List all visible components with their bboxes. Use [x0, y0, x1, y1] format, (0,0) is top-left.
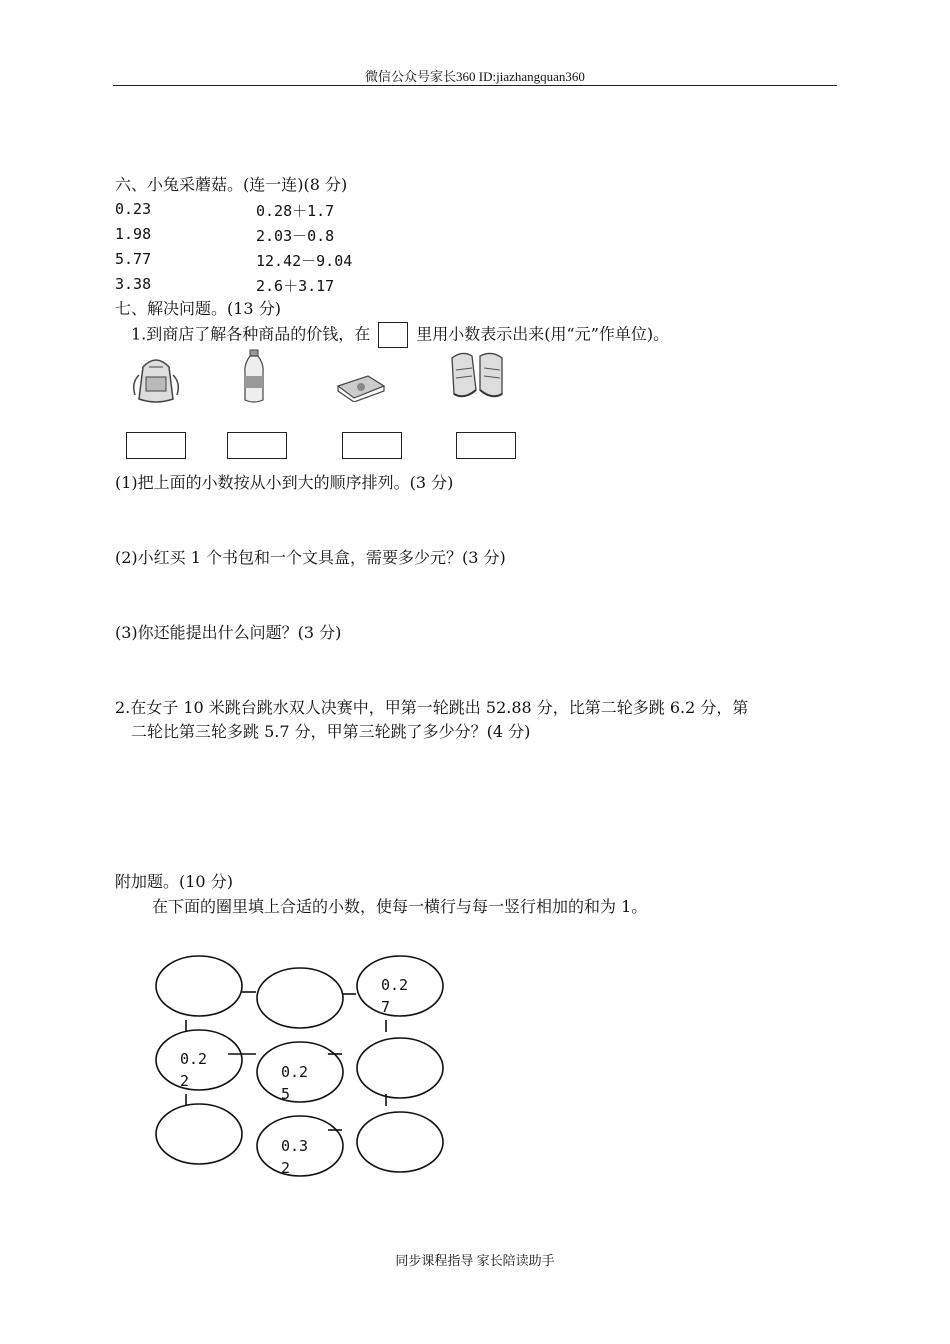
oval-value-line: 0.3 — [281, 1137, 309, 1155]
q1-sub2: (2)小红买 1 个书包和一个文具盒，需要多少元？(3 分) — [115, 548, 506, 567]
left-value: 3.38 — [115, 275, 152, 293]
right-expression: 0.28＋1.7 — [256, 202, 335, 220]
left-value: 0.23 — [115, 200, 152, 218]
oval-value-line: 5 — [281, 1085, 291, 1103]
shoes-icon — [448, 350, 508, 402]
q1-prompt-post: 里用小数表示出来(用“元”作单位)。 — [416, 324, 670, 344]
right-expression: 12.42－9.04 — [256, 252, 353, 270]
oval-value-line: 0.2 — [281, 1063, 309, 1081]
oval-r3c1 — [156, 1104, 242, 1164]
q1-prompt — [131, 322, 669, 348]
q1-prompt-pre: 1.到商店了解各种商品的价钱，在 — [131, 324, 371, 344]
backpack-icon — [129, 355, 183, 405]
oval-value-line: 0.2 — [381, 976, 409, 994]
q2-line2: 二轮比第三轮多跳 5.7 分，甲第三轮跳了多少分？(4 分) — [131, 722, 531, 741]
price-box-pencil-box[interactable] — [342, 432, 402, 459]
left-value: 1.98 — [115, 225, 152, 243]
q1-sub1: (1)把上面的小数按从小到大的顺序排列。(3 分) — [115, 473, 454, 492]
pencil-box-icon — [334, 372, 388, 402]
left-value: 5.77 — [115, 250, 152, 268]
answer-box-sample — [378, 322, 408, 348]
oval-r3c3 — [357, 1112, 443, 1172]
oval-r2c3 — [357, 1038, 443, 1098]
section6-title: 六、小兔采蘑菇。(连一连)(8 分) — [115, 175, 348, 194]
bonus-title: 附加题。(10 分) — [115, 872, 233, 891]
price-box-backpack[interactable] — [126, 432, 186, 459]
price-box-shoes[interactable] — [456, 432, 516, 459]
oval-r1c1 — [156, 956, 242, 1016]
section7-title: 七、解决问题。(13 分) — [115, 299, 281, 318]
q2-line1: 2.在女子 10 米跳台跳水双人决赛中，甲第一轮跳出 52.88 分，比第二轮多跳 6.2 分，第 — [115, 698, 749, 717]
right-expression: 2.03－0.8 — [256, 227, 335, 245]
oval-value-line: 2 — [281, 1159, 291, 1177]
right-expression: 2.6＋3.17 — [256, 277, 335, 295]
page-footer: 同步课程指导 家长陪读助手 — [395, 1253, 555, 1268]
header-rule — [113, 85, 837, 86]
oval-r1c2 — [257, 968, 343, 1028]
page-header: 微信公众号家长360 ID:jiazhangquan360 — [365, 69, 585, 84]
oval-value-line: 7 — [381, 998, 391, 1016]
oval-value-line: 2 — [180, 1072, 190, 1090]
bottle-icon — [240, 348, 268, 404]
q1-sub3: (3)你还能提出什么问题？(3 分) — [115, 623, 342, 642]
price-box-bottle[interactable] — [227, 432, 287, 459]
oval-value-line: 0.2 — [180, 1050, 208, 1068]
bonus-instruction: 在下面的圈里填上合适的小数，使每一横行与每一竖行相加的和为 1。 — [152, 897, 648, 916]
